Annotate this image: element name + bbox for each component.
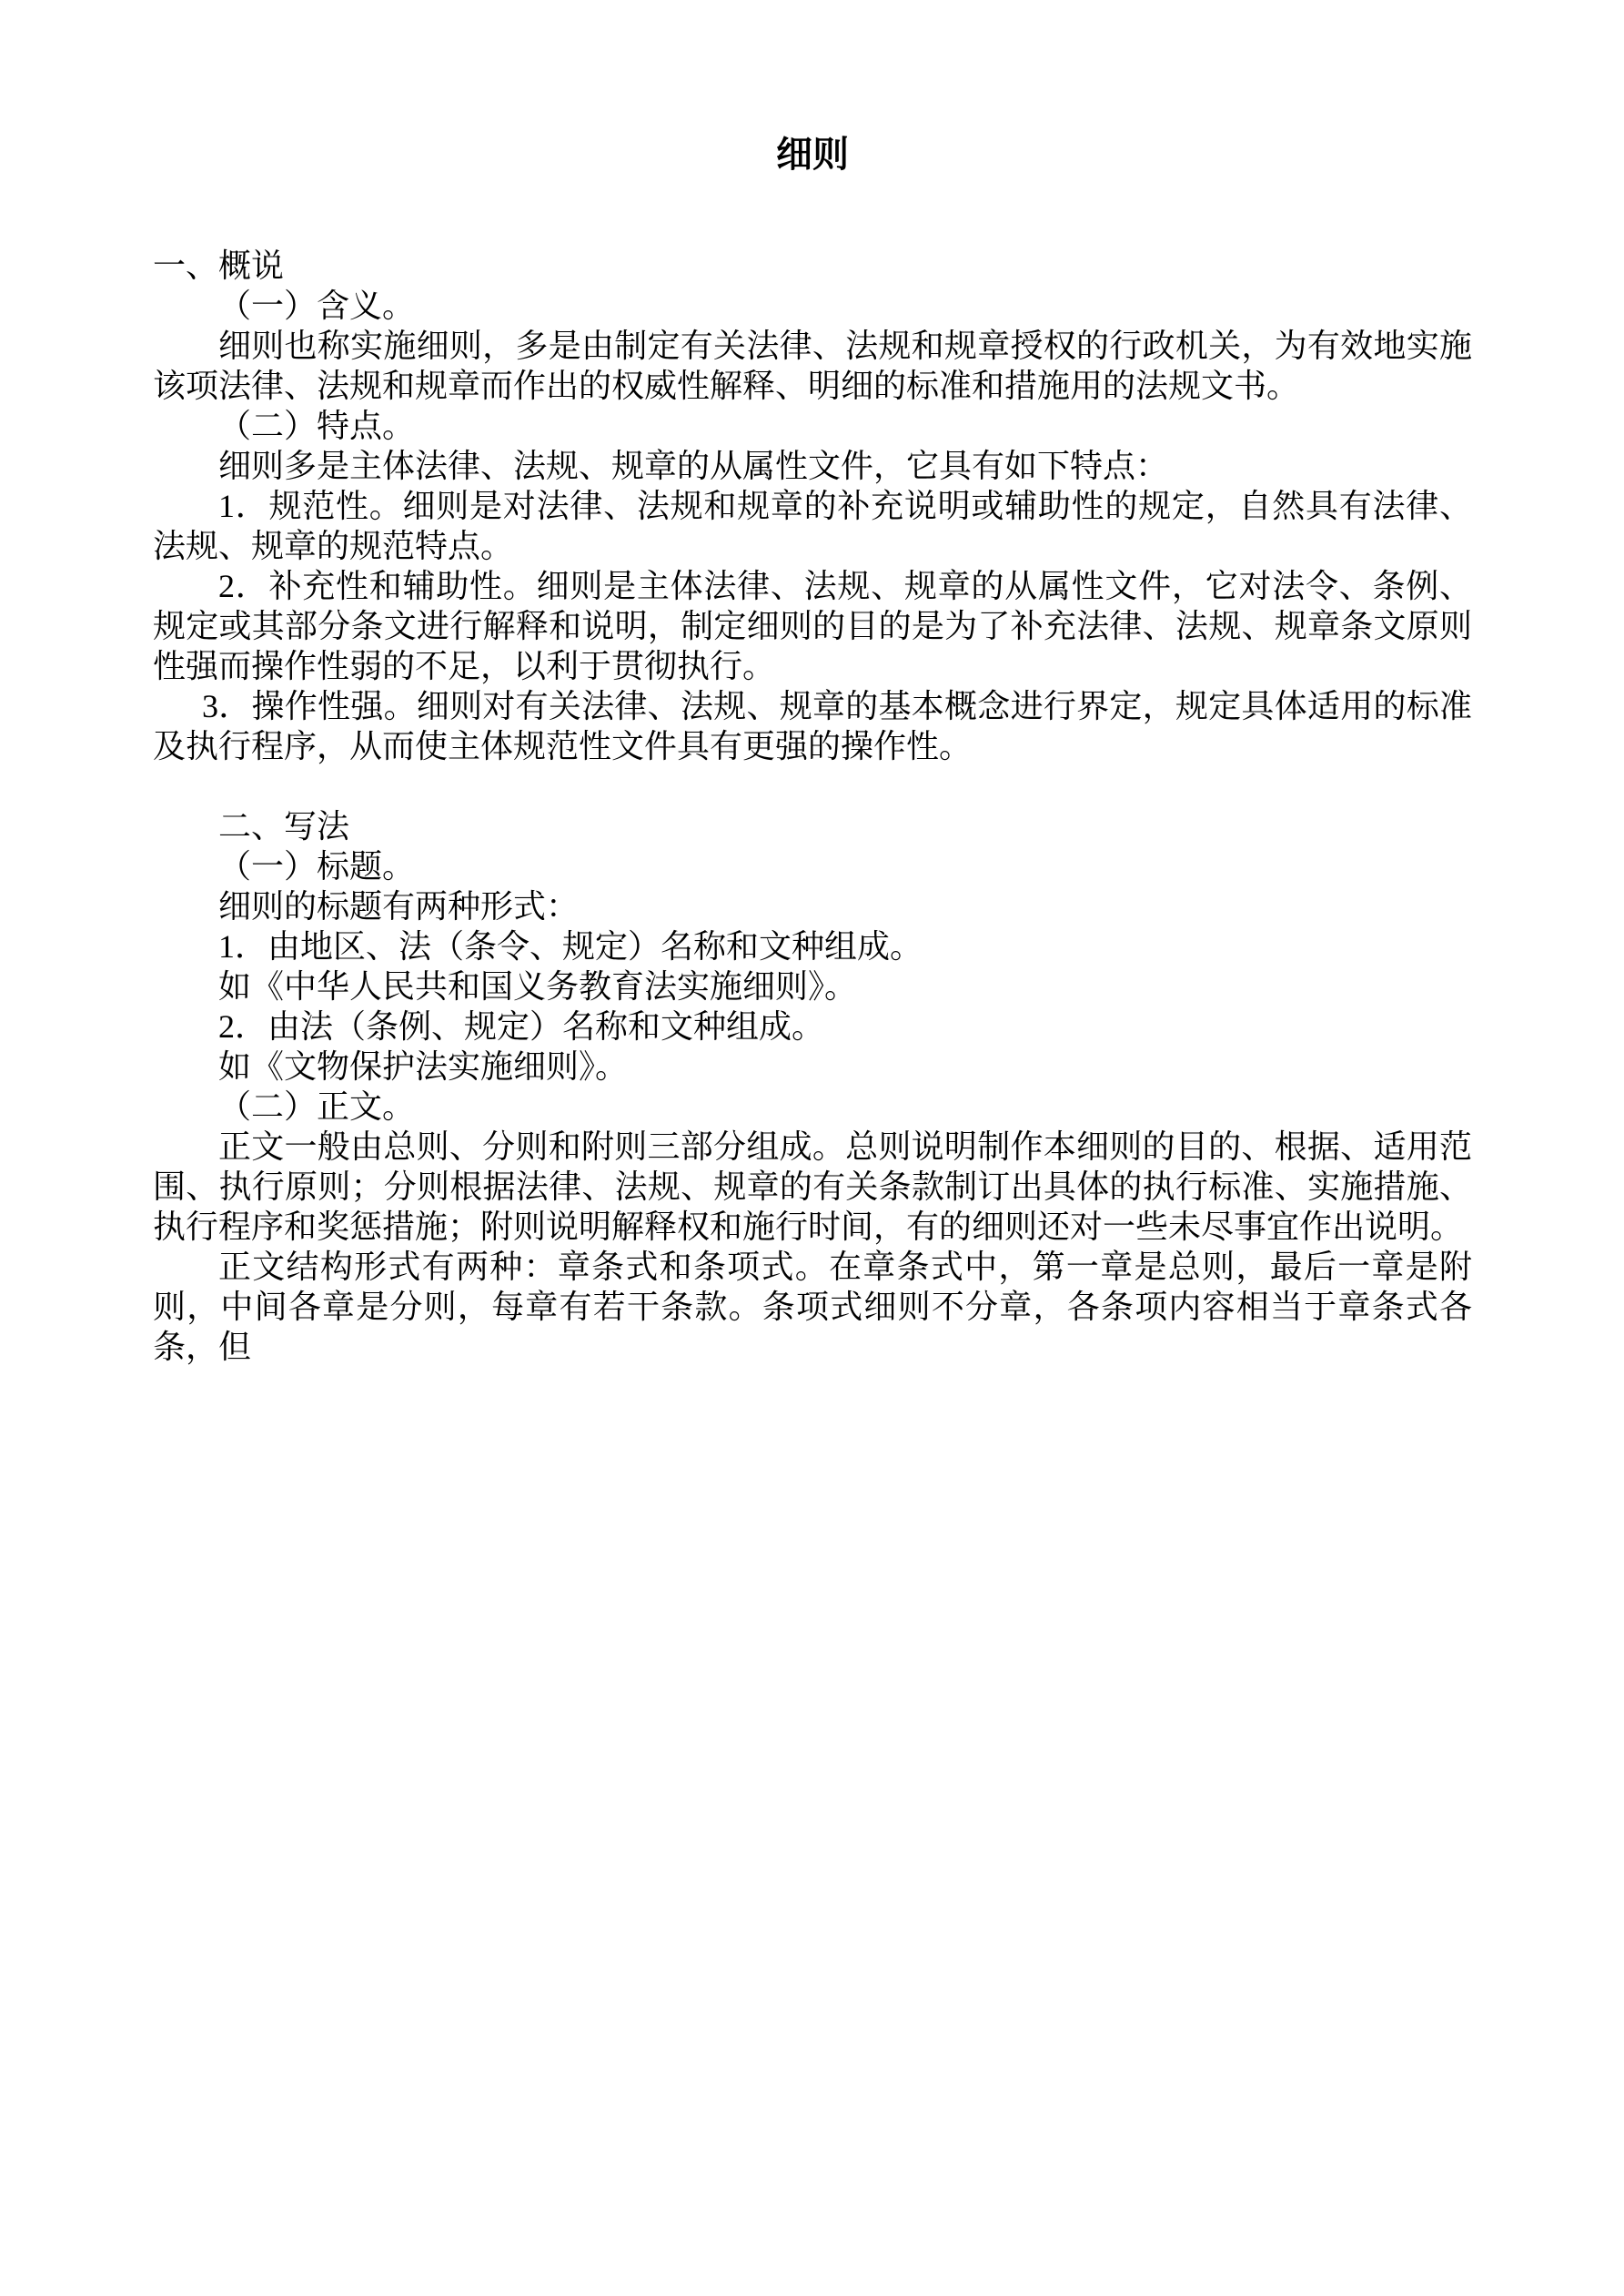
paragraph: 1．规范性。细则是对法律、法规和规章的补充说明或辅助性的规定，自然具有法律、法规、规章的规范特点。: [153, 488, 1472, 564]
blank-line: [153, 766, 1472, 806]
paragraph: 如《文物保护法实施细则》。: [218, 1048, 629, 1085]
paragraph: 2．补充性和辅助性。细则是主体法律、法规、规章的从属性文件，它对法令、条例、规定或其部分条文进行解释和说明，制定细则的目的是为了补充法律、法规、规章条文原则性强而操作性弱的不足，以利于贯彻执行。: [153, 568, 1472, 684]
paragraph: 细则多是主体法律、法规、规章的从属性文件，它具有如下特点：: [218, 448, 1169, 484]
paragraph: 一、概说: [153, 248, 285, 284]
document-body: [153, 246, 1472, 1367]
paragraph: 3．操作性强。细则对有关法律、法规、规章的基本概念进行界定，规定具体适用的标准及执行程序，从而使主体规范性文件具有更强的操作性。: [153, 688, 1472, 764]
paragraph: 正文结构形式有两种：章条式和条项式。在章条式中，第一章是总则，最后一章是附则，中间各章是分则，每章有若干条款。条项式细则不分章，各条项内容相当于章条式各条，但: [153, 1249, 1472, 1365]
paragraph: （一）含义。: [218, 288, 416, 324]
paragraph: （二）特点。: [218, 408, 416, 444]
paragraph: （二）正文。: [218, 1088, 416, 1125]
paragraph: 如《中华人民共和国义务教育法实施细则》。: [218, 968, 858, 1005]
paragraph: 正文一般由总则、分则和附则三部分组成。总则说明制作本细则的目的、根据、适用范围、执行原则；分则根据法律、法规、规章的有关条款制订出具体的执行标准、实施措施、执行程序和奖惩措施；附则说明解释权和施行时间，有的细则还对一些未尽事宜作出说明。: [153, 1128, 1472, 1245]
paragraph: 1．由地区、法（条令、规定）名称和文种组成。: [218, 928, 923, 965]
paragraph: 二、写法: [218, 808, 350, 845]
document-title: 细则: [776, 134, 849, 175]
paragraph: 2．由法（条例、规定）名称和文种组成。: [218, 1008, 825, 1045]
paragraph: 细则也称实施细则，多是由制定有关法律、法规和规章授权的行政机关，为有效地实施该项法律、法规和规章而作出的权威性解释、明细的标准和措施用的法规文书。: [153, 328, 1472, 404]
paragraph: （一）标题。: [218, 848, 416, 885]
paragraph: 细则的标题有两种形式：: [218, 888, 580, 925]
